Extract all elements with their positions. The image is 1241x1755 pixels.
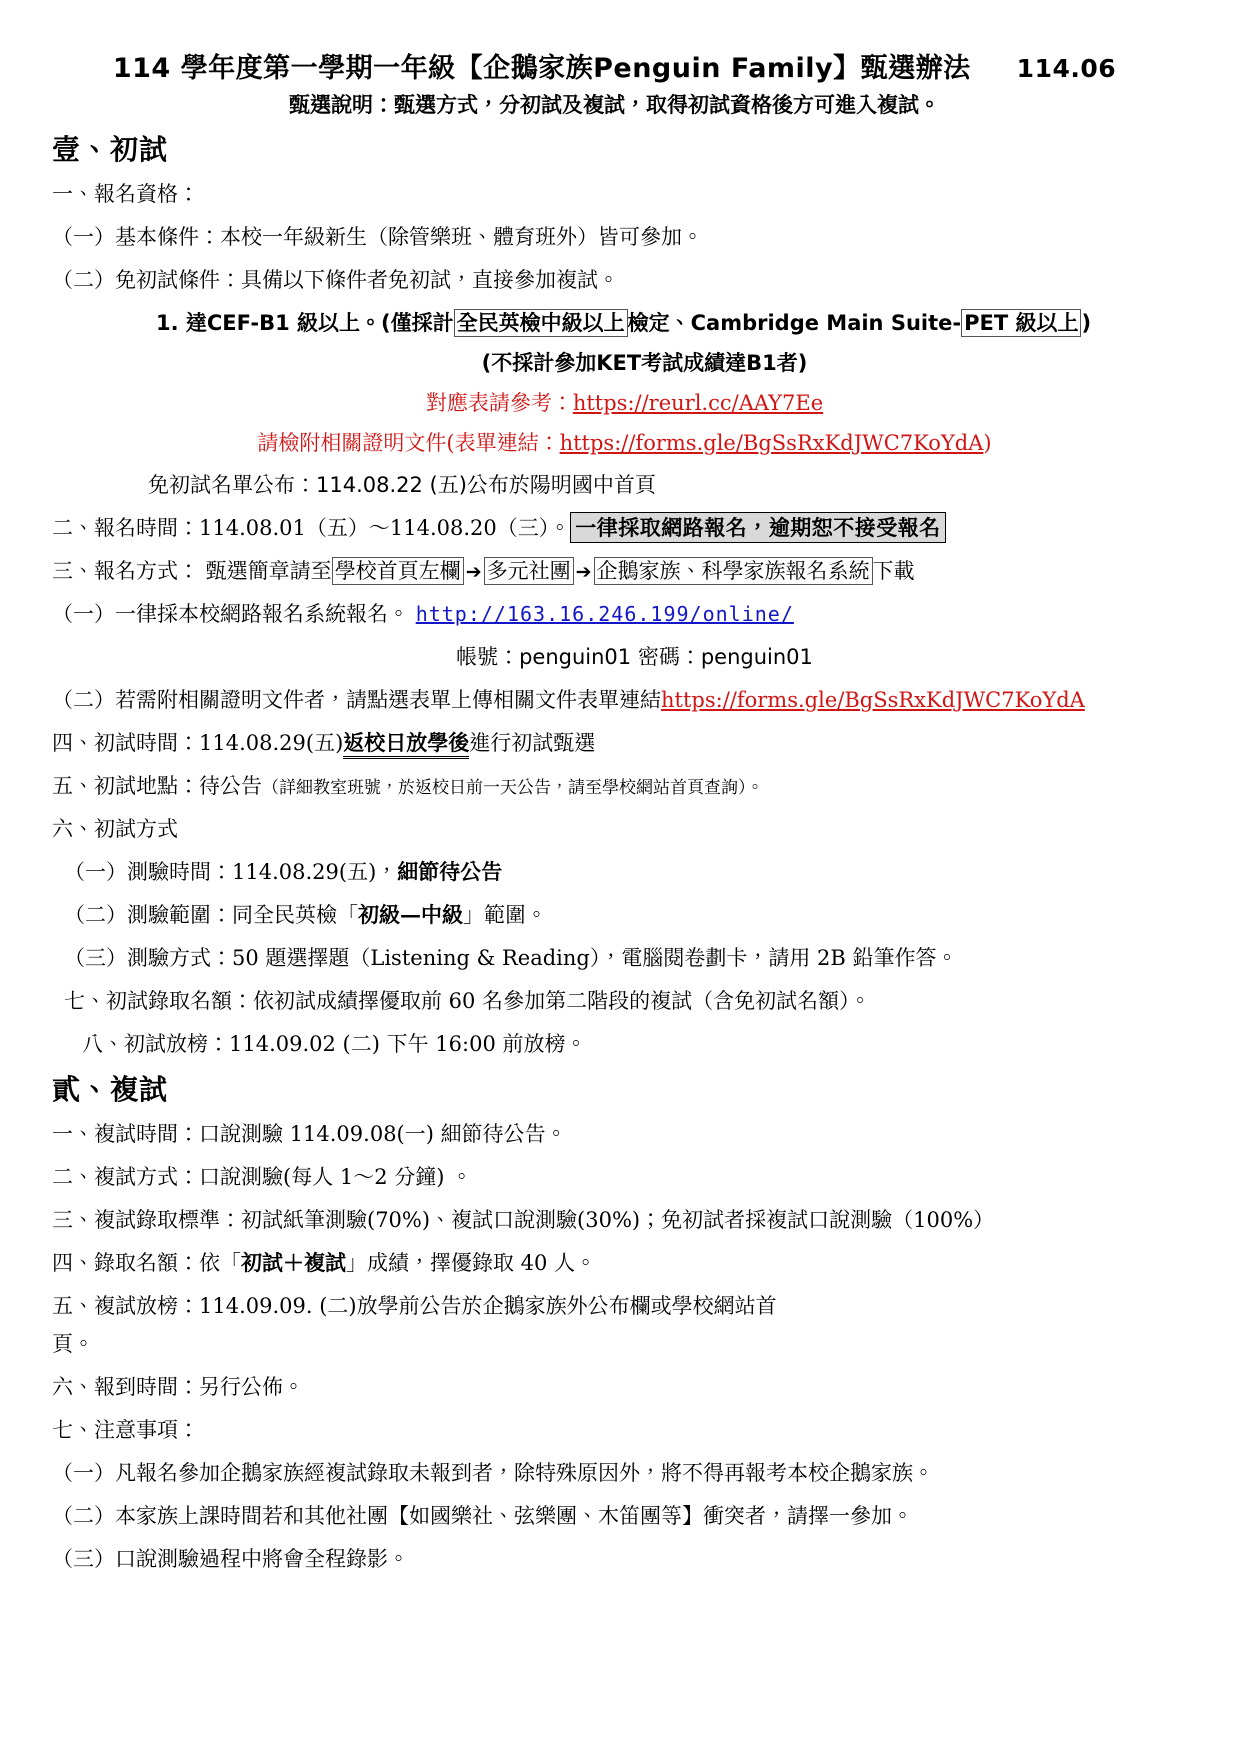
item-preliminary-exam-format-label: 六、初試方式 — [52, 816, 178, 841]
item-final-exam-time: 一、複試時間：口說測驗 114.09.08(一) 細節待公告。 — [52, 1121, 567, 1146]
test-scope-suffix: 」範圍。 — [463, 902, 547, 927]
item-final-exam-format: 二、複試方式：口說測驗(每人 1～2 分鐘) 。 — [52, 1164, 473, 1189]
test-scope-bold: 初級—中級 — [358, 901, 463, 927]
item-preliminary-results: 八、初試放榜：114.09.02 (二) 下午 16:00 前放榜。 — [82, 1031, 587, 1056]
item-final-results-line1: 五、複試放榜：114.09.09. (二)放學前公告於企鵝家族外公布欄或學校網站首 — [52, 1293, 777, 1318]
item-test-format: （三）測驗方式：50 題選擇題（Listening & Reading），電腦閱卷劃卡，請用 2B 鉛筆作答。 — [64, 945, 958, 970]
online-registration-prefix: （一）一律採本校網路報名系統報名。 — [52, 601, 409, 626]
item-preliminary-quota: 七、初試錄取名額：依初試成績擇優取前 60 名參加第二階段的複試（含免初試名額）。 — [64, 988, 871, 1013]
item-registration-qualification: 一、報名資格： — [52, 181, 199, 206]
reference-table-label: 對應表請參考： — [425, 390, 573, 415]
item-test-scope — [52, 898, 1177, 932]
preliminary-exam-location-prefix: 五、初試地點：待公告 — [52, 773, 262, 798]
arrow-right-icon-1: ➔ — [465, 560, 482, 583]
cef-paren-open: (僅採計 — [381, 310, 454, 335]
emphasis-return-school-day: 返校日放學後 — [343, 730, 469, 759]
registration-period-text: 二、報名時間：114.08.01（五）～114.08.20（三）。 — [52, 515, 571, 540]
cef-cambridge: Cambridge Main Suite- — [690, 310, 962, 335]
boxed-pet-level: PET 級以上 — [961, 309, 1081, 337]
item-online-registration — [52, 597, 1177, 631]
item-basic-condition: （一）基本條件：本校一年級新生（除管樂班、體育班外）皆可參加。 — [52, 224, 703, 249]
preliminary-exam-time-prefix: 四、初試時間：114.08.29(五) — [52, 730, 344, 755]
admission-quota-bold: 初試＋複試 — [241, 1249, 346, 1275]
attach-documents-form-link[interactable]: https://forms.gle/BgSsRxKdJWC7KoYdA — [559, 430, 984, 455]
cef-mid: 檢定、 — [627, 310, 691, 335]
item-registration-period — [52, 511, 1177, 545]
page-title-text: 114 學年度第一學期一年級【企鵝家族Penguin Family】甄選辦法 — [112, 53, 971, 84]
cef-prefix: 1. 達CEF-B1 級以上。 — [156, 310, 382, 335]
attach-documents-close: ) — [983, 430, 992, 455]
item-preliminary-exam-location — [52, 769, 1177, 803]
section-heading-part2: 貳、複試 — [52, 1072, 169, 1106]
note-club-conflict: （二）本家族上課時間若和其他社團【如國樂社、弦樂團、木笛團等】衝突者，請擇一參加。 — [52, 1503, 913, 1528]
item-test-time — [52, 855, 1177, 889]
page-title-date: 114.06 — [1016, 54, 1117, 83]
boxed-geb-intermediate: 全民英檢中級以上 — [454, 309, 628, 337]
item-notes-label: 七、注意事項： — [52, 1417, 199, 1442]
item-registration-method — [52, 554, 1177, 588]
note-no-show-penalty: （一）凡報名參加企鵝家族經複試錄取未報到者，除特殊原因外，將不得再報考本校企鵝家族。 — [52, 1460, 934, 1485]
arrow-right-icon-2: ➔ — [575, 560, 592, 583]
item-preliminary-exam-time — [52, 726, 1177, 760]
item-upload-documents — [52, 683, 1177, 717]
item-cef-requirement — [52, 306, 1177, 340]
cef-paren-close: ) — [1081, 310, 1092, 335]
admission-quota-suffix: 」成績，擇優錄取 40 人。 — [346, 1250, 597, 1275]
boxed-penguin-science-registration-system: 企鵝家族、科學家族報名系統 — [594, 557, 873, 585]
item-admission-quota — [52, 1246, 1177, 1280]
test-time-prefix: （一）測驗時間：114.08.29(五)， — [64, 859, 398, 884]
item-exempt-condition: （二）免初試條件：具備以下條件者免初試，直接參加複試。 — [52, 267, 619, 292]
upload-documents-prefix: （二）若需附相關證明文件者，請點選表單上傳相關文件表單連結 — [52, 687, 661, 712]
note-recording: （三）口說測驗過程中將會全程錄影。 — [52, 1546, 409, 1571]
attach-documents-label: 請檢附相關證明文件(表單連結： — [257, 430, 560, 455]
test-time-bold: 細節待公告 — [397, 858, 503, 884]
boxed-school-homepage-left-column: 學校首頁左欄 — [332, 557, 464, 585]
online-registration-link[interactable]: http://163.16.246.199/online/ — [415, 601, 794, 626]
test-scope-prefix: （二）測驗範圍：同全民英檢「 — [64, 902, 358, 927]
exempt-list-announcement: 免初試名單公布：114.08.22 (五)公布於陽明國中首頁 — [148, 472, 656, 497]
preliminary-exam-time-suffix: 進行初試甄選 — [469, 730, 596, 755]
attach-documents-line — [52, 426, 1177, 460]
reference-table-line — [52, 386, 1177, 420]
registration-method-prefix: 三、報名方式： 甄選簡章請至 — [52, 558, 332, 583]
preliminary-exam-location-note: （詳細教室班號，於返校日前一天公告，請至學校網站首頁查詢）。 — [262, 777, 764, 798]
page-subtitle: 甄選說明：甄選方式，分初試及複試，取得初試資格後方可進入複試。 — [289, 92, 940, 117]
item-final-admission-standard: 三、複試錄取標準：初試紙筆測驗(70%)、複試口說測驗(30%)；免初試者採複試口說測驗（100%） — [52, 1207, 995, 1232]
account-credentials: 帳號：penguin01 密碼：penguin01 — [456, 644, 813, 669]
item-report-time: 六、報到時間：另行公佈。 — [52, 1374, 304, 1399]
admission-quota-prefix: 四、錄取名額：依「 — [52, 1250, 241, 1275]
page-title — [52, 52, 1177, 86]
item-final-results-line2: 頁。 — [52, 1331, 94, 1356]
highlight-online-only-notice: 一律採取網路報名，逾期恕不接受報名 — [570, 512, 946, 543]
boxed-multiple-clubs: 多元社團 — [484, 557, 574, 585]
section-heading-part1: 壹、初試 — [52, 133, 169, 167]
registration-method-suffix: 下載 — [872, 558, 915, 583]
note-ket-excluded: (不採計參加KET考試成績達B1者) — [481, 350, 808, 375]
reference-table-link[interactable]: https://reurl.cc/AAY7Ee — [572, 390, 824, 415]
upload-documents-form-link[interactable]: https://forms.gle/BgSsRxKdJWC7KoYdA — [661, 687, 1085, 712]
